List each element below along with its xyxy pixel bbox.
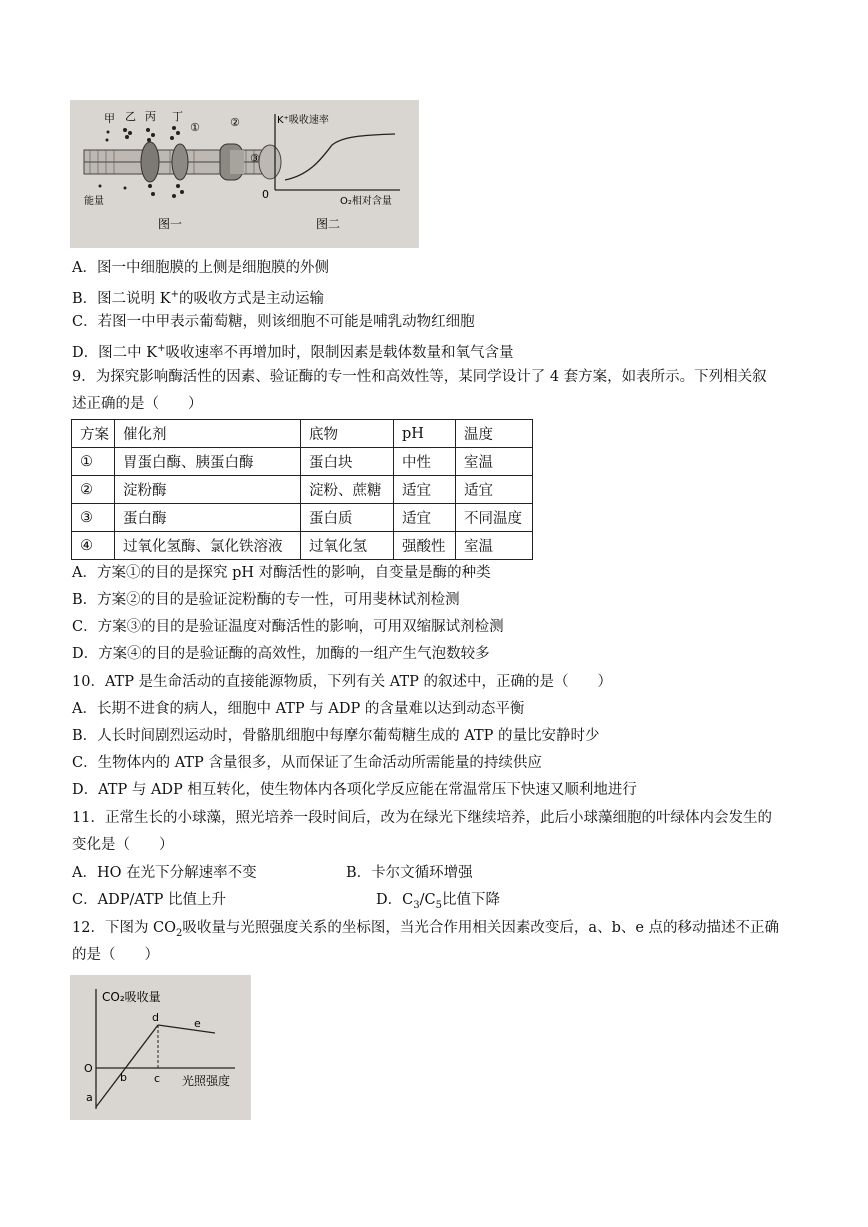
- graph-origin: 0: [262, 188, 269, 201]
- table-cell: 中性: [394, 448, 456, 476]
- table-header: 底物: [301, 420, 394, 448]
- co2-light-graph: [96, 989, 235, 1109]
- q11-stem-line2: 变化是（ ）: [72, 837, 174, 853]
- label-1: ①: [190, 121, 200, 134]
- q11-option-a: A．HO 在光下分解速率不变: [72, 865, 257, 881]
- q12-stem-line1: 12．下图为 $CO_2$吸收量与光照强度关系的坐标图，当光合作用相关因素改变后，a、b、e 点的移动描述不正确: [72, 920, 780, 939]
- label-bing: 丙: [145, 110, 156, 123]
- point-e: e: [194, 1017, 201, 1030]
- q9-option-b: B．方案②的目的是验证淀粉酶的专一性，可用斐林试剂检测: [72, 592, 460, 608]
- table-cell: 不同温度: [456, 504, 533, 532]
- table-header: 催化剂: [115, 420, 301, 448]
- label-ding: 丁: [172, 110, 183, 123]
- table-cell: 适宜: [394, 476, 456, 504]
- co2-light-graph-figure: [70, 975, 251, 1120]
- table-cell: 蛋白质: [301, 504, 394, 532]
- table-row: [72, 504, 533, 532]
- label-jia: 甲: [104, 112, 115, 125]
- q9-option-d: D．方案④的目的是验证酶的高效性，加酶的一组产生气泡数较多: [72, 646, 490, 662]
- label-yi: 乙: [125, 110, 136, 123]
- q10-option-c: C．生物体内的 ATP 含量很多，从而保证了生命活动所需能量的持续供应: [72, 755, 542, 771]
- table-cell: 过氧化氢: [301, 532, 394, 560]
- table-cell: 胃蛋白酶、胰蛋白酶: [115, 448, 301, 476]
- point-d: d: [152, 1011, 159, 1024]
- q8-option-a: A．图一中细胞膜的上侧是细胞膜的外侧: [72, 260, 329, 276]
- table-cell: 强酸性: [394, 532, 456, 560]
- table-cell: 淀粉酶: [115, 476, 301, 504]
- graph-xlabel: O₂相对含量: [340, 196, 392, 207]
- q10-option-a: A．长期不进食的病人，细胞中 ATP 与 ADP 的含量难以达到动态平衡: [72, 701, 525, 717]
- graph-ylabel: K⁺吸收速率: [277, 115, 329, 126]
- table-cell: 适宜: [456, 476, 533, 504]
- table-cell: 过氧化氢酶、氯化铁溶液: [115, 532, 301, 560]
- table-header: 温度: [456, 420, 533, 448]
- caption-figure-one: 图一: [158, 217, 183, 231]
- q10-option-d: D．ATP 与 ADP 相互转化，使生物体内各项化学反应能在常温常压下快速又顺利地进行: [72, 782, 637, 798]
- table-cell: ④: [72, 532, 115, 560]
- q8-option-d: D．图二中 K+吸收速率不再增加时，限制因素是载体数量和氧气含量: [72, 343, 514, 361]
- point-a: a: [86, 1091, 93, 1104]
- table-cell: 适宜: [394, 504, 456, 532]
- table-cell: 室温: [456, 448, 533, 476]
- q10-stem: 10．ATP 是生命活动的直接能源物质，下列有关 ATP 的叙述中，正确的是（ ）: [72, 674, 612, 690]
- q8-option-c: C．若图一中甲表示葡萄糖，则该细胞不可能是哺乳动物红细胞: [72, 314, 475, 330]
- q10-option-b: B．人长时间剧烈运动时，骨骼肌细胞中每摩尔葡萄糖生成的 ATP 的量比安静时少: [72, 728, 600, 744]
- table-cell: 蛋白块: [301, 448, 394, 476]
- graph-xlabel: 光照强度: [182, 1074, 231, 1088]
- label-energy: 能量: [84, 196, 104, 207]
- membrane-transport-figure: [70, 100, 419, 248]
- q9-option-a: A．方案①的目的是探究 pH 对酶活性的影响，自变量是酶的种类: [72, 565, 491, 581]
- q9-stem-line2: 述正确的是（ ）: [72, 396, 203, 412]
- table-cell: ②: [72, 476, 115, 504]
- table-cell: ③: [72, 504, 115, 532]
- table-row: [72, 448, 533, 476]
- table-row: [72, 476, 533, 504]
- graph-ylabel: CO₂吸收量: [102, 990, 161, 1004]
- q12-stem-line2: 的是（ ）: [72, 947, 159, 963]
- q9-table: [71, 419, 533, 560]
- point-c: c: [154, 1072, 161, 1085]
- label-3: ③: [250, 152, 260, 165]
- table-cell: 淀粉、蔗糖: [301, 476, 394, 504]
- table-header: 方案: [72, 420, 115, 448]
- graph-origin: O: [84, 1062, 93, 1075]
- q9-option-c: C．方案③的目的是验证温度对酶活性的影响，可用双缩脲试剂检测: [72, 619, 504, 635]
- table-row: [72, 532, 533, 560]
- table-cell: ①: [72, 448, 115, 476]
- label-2: ②: [230, 116, 240, 129]
- table-cell: 室温: [456, 532, 533, 560]
- q11-option-b: B．卡尔文循环增强: [346, 865, 473, 881]
- q9-stem-line1: 9．为探究影响酶活性的因素、验证酶的专一性和高效性等，某同学设计了 4 套方案，如表所示。下列相关叙: [72, 369, 767, 385]
- q11-stem-line1: 11．正常生长的小球藻，照光培养一段时间后，改为在绿光下继续培养，此后小球藻细胞的叶绿体内会发生的: [72, 810, 772, 826]
- table-header: pH: [394, 420, 456, 448]
- table-cell: 蛋白酶: [115, 504, 301, 532]
- point-b: b: [120, 1071, 127, 1084]
- caption-figure-two: 图二: [316, 217, 341, 231]
- q8-option-b: B．图二说明 K+的吸收方式是主动运输: [72, 289, 324, 307]
- q11-option-c: C．ADP/ATP 比值上升: [72, 892, 227, 908]
- table-header-row: [72, 420, 533, 448]
- q11-option-d: D．$C_3/C_5$比值下降: [376, 892, 500, 911]
